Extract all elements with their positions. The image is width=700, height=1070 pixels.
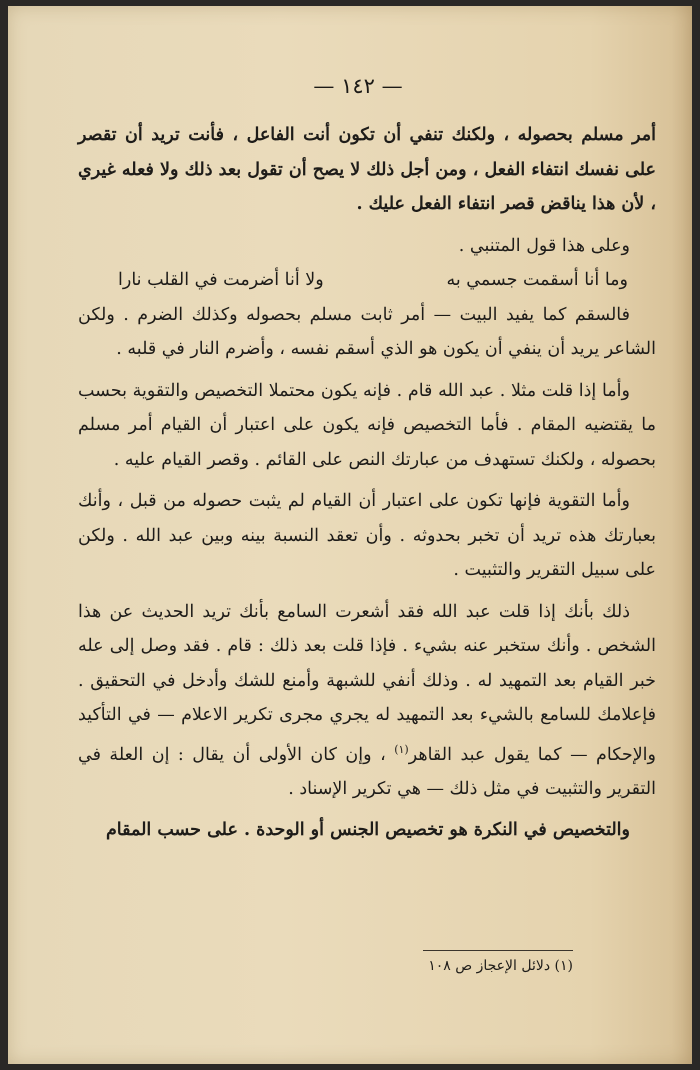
paragraph-5: وأما التقوية فإنها تكون على اعتبار أن القيام لم يثبت حصوله من قبل ، وأنك بعبارتك هذه تريد أن تخبر بحدوثه . وأن تعقد النسبة بينه وبين عبد الله . ولكن على سبيل التقرير والتثبيت .: [78, 491, 656, 580]
verse-second-hemistich: ولا أنا أضرمت في القلب نارا: [118, 270, 324, 290]
paragraph-6: [78, 595, 656, 807]
footnote-marker: (١): [394, 742, 409, 756]
paragraph-6-text: ذلك بأنك إذا قلت عبد الله فقد أشعرت السامع بأنك تريد الحديث عن هذا الشخص . وأنك ستخبر عنه بشيء . فإذا قلت بعد ذلك : قام . فقد وصل إلى عله خبر القيام بعد التمهيد له . وذلك أنفي للشبهة وأمنع للشك وأدخل في التحقيق . فإعلامك للسامع بالشيء بعد التمهيد له يجري مجرى تكرير الاعلام — في التأكيد والإحكام — كما يقول عبد القاهر: [78, 601, 656, 765]
footnote: (١) دلائل الإعجاز ص ١٠٨: [428, 958, 573, 974]
paragraph-2: وعلى هذا قول المتنبي .: [458, 235, 630, 256]
footnote-divider: [423, 950, 573, 951]
page-body: [78, 118, 656, 848]
paragraph-6-continuation: ، وإن كان الأولى أن يقال : إن العلة في التقرير والتثبيت في مثل ذلك — هي تكرير الإسناد .: [78, 744, 656, 799]
page-number: — ١٤٢ —: [313, 74, 403, 98]
book-page: [8, 6, 692, 1064]
paragraph-1: أمر مسلم بحصوله ، ولكنك تنفي أن تكون أنت الفاعل ، فأنت تريد أن تقصر على نفسك انتفاء الفعل ، ومن أجل ذلك لا يصح أن تقول بعد ذلك ولا فعله غيري ، لأن هذا يناقض قصر انتفاء الفعل عليك .: [78, 125, 656, 214]
paragraph-7: والتخصيص في النكرة هو تخصيص الجنس أو الوحدة . على حسب المقام: [105, 820, 630, 841]
paragraph-4: وأما إذا قلت مثلا . عبد الله قام . فإنه يكون محتملا التخصيص والتقوية بحسب ما يقتضيه المقام . فأما التخصيص فإنه يكون على اعتبار أن القيام أمر مسلم بحصوله ، ولكنك تستهدف من عبارتك النص على القائم . وقصر القيام عليه .: [78, 380, 656, 470]
paragraph-3: فالسقم كما يفيد البيت — أمر ثابت مسلم بحصوله وكذلك الضرم . ولكن الشاعر يريد أن ينفي أن يكون هو الذي أسقم نفسه ، وأضرم النار في قلبه .: [78, 304, 656, 359]
verse-first-hemistich: وما أنا أسقمت جسمي به: [446, 270, 628, 290]
poetry-verse: [78, 263, 656, 298]
